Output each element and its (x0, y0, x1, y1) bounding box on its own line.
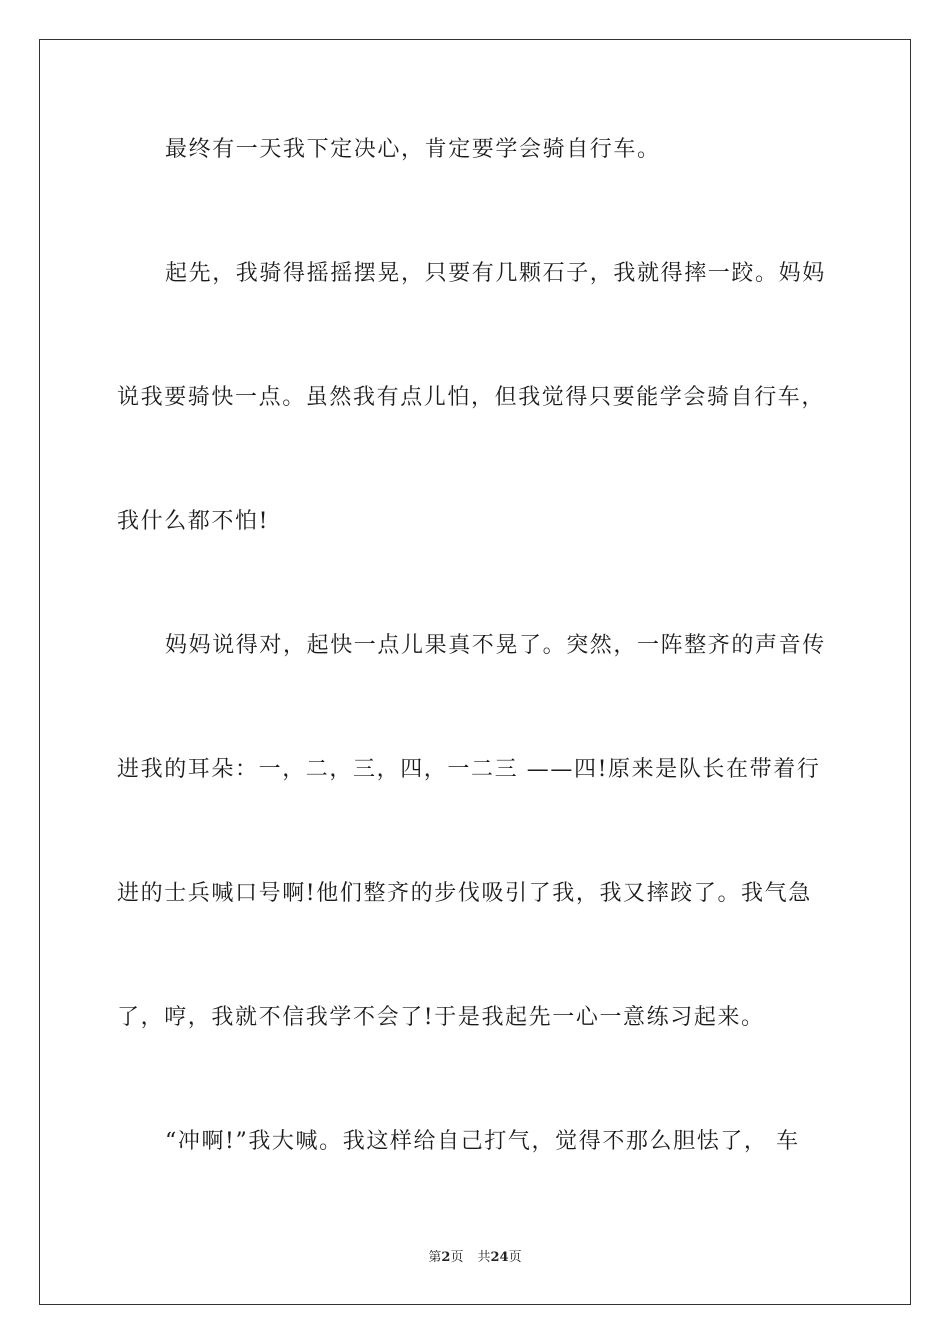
page-number: 2 (441, 1250, 451, 1265)
page-footer (0, 1246, 950, 1265)
paragraph-line-4: 我什么都不怕! (117, 509, 270, 534)
document-body (117, 128, 833, 1244)
total-pages: 24 (490, 1250, 509, 1265)
paragraph-line-7: 进的士兵喊口号啊!他们整齐的步伐吸引了我，我又摔跤了。我气急 (117, 881, 812, 906)
total-suffix: 页 (508, 1250, 522, 1265)
paragraph-line-3: 说我要骑快一点。虽然我有点儿怕，但我觉得只要能学会骑自行车， (117, 385, 826, 410)
paragraph-line-6: 进我的耳朵：一，二，三，四，一二三 ——四!原来是队长在带着行 (117, 757, 821, 782)
page-suffix: 页 (450, 1250, 464, 1265)
paragraph-line-8: 了，哼，我就不信我学不会了!于是我起先一心一意练习起来。 (117, 1005, 765, 1030)
paragraph-line-1: 最终有一天我下定决心，肯定要学会骑自行车。 (165, 137, 661, 162)
total-prefix: 共 (477, 1250, 491, 1265)
paragraph-line-5: 妈妈说得对，起快一点儿果真不晃了。突然，一阵整齐的声音传 (165, 633, 826, 658)
page-prefix: 第 (428, 1250, 442, 1265)
paragraph-line-2: 起先，我骑得摇摇摆晃，只要有几颗石子，我就得摔一跤。妈妈 (165, 261, 826, 286)
paragraph-line-9: “冲啊!”我大喊。我这样给自己打气，觉得不那么胆怯了， 车 (165, 1129, 800, 1154)
